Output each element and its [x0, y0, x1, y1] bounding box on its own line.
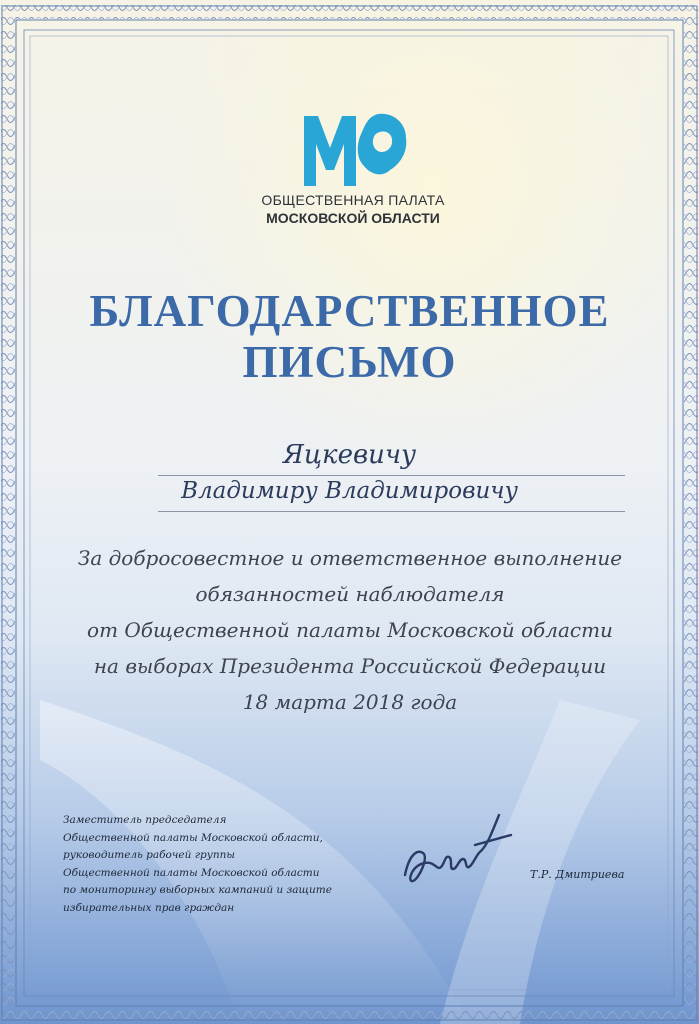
recipient-surname: Яцкевичу: [282, 440, 417, 470]
signer-position-line: по мониторингу выборных кампаний и защите: [63, 884, 332, 896]
signer-position-line: избирательных прав граждан: [63, 901, 235, 914]
body-line: обязанностей наблюдателя: [195, 582, 505, 606]
gratitude-text: [40, 540, 660, 720]
organization-logo: [0, 100, 699, 230]
divider-line: [158, 475, 625, 476]
recipient-given-names: Владимиру Владимировичу: [181, 478, 518, 504]
organization-name-line1: ОБЩЕСТВЕННАЯ ПАЛАТА: [261, 192, 445, 208]
body-line: на выборах Президента Российской Федерации: [93, 654, 607, 678]
signer-position: [63, 812, 383, 917]
signer-name: Т.Р. Дмитриева: [530, 868, 625, 881]
organization-name-line2: МОСКОВСКОЙ ОБЛАСТИ: [266, 210, 440, 226]
divider-line: [158, 511, 625, 512]
handwritten-signature-icon: [395, 805, 525, 895]
body-line: от Общественной палаты Московской области: [87, 618, 613, 642]
body-line: 18 марта 2018 года: [242, 690, 458, 714]
body-line: За добросовестное и ответственное выполнение: [77, 546, 623, 570]
mo-logo-icon: [300, 108, 410, 188]
document-title-line1: БЛАГОДАРСТВЕННОЕ: [89, 286, 610, 336]
document-title-line2: ПИСЬМО: [242, 337, 457, 387]
signer-position-line: Заместитель председателя: [63, 814, 227, 826]
signer-position-line: руководитель рабочей группы: [63, 849, 235, 861]
signer-position-line: Общественной палаты Московской области,: [63, 831, 323, 844]
signer-position-line: Общественной палаты Московской области: [63, 866, 320, 879]
